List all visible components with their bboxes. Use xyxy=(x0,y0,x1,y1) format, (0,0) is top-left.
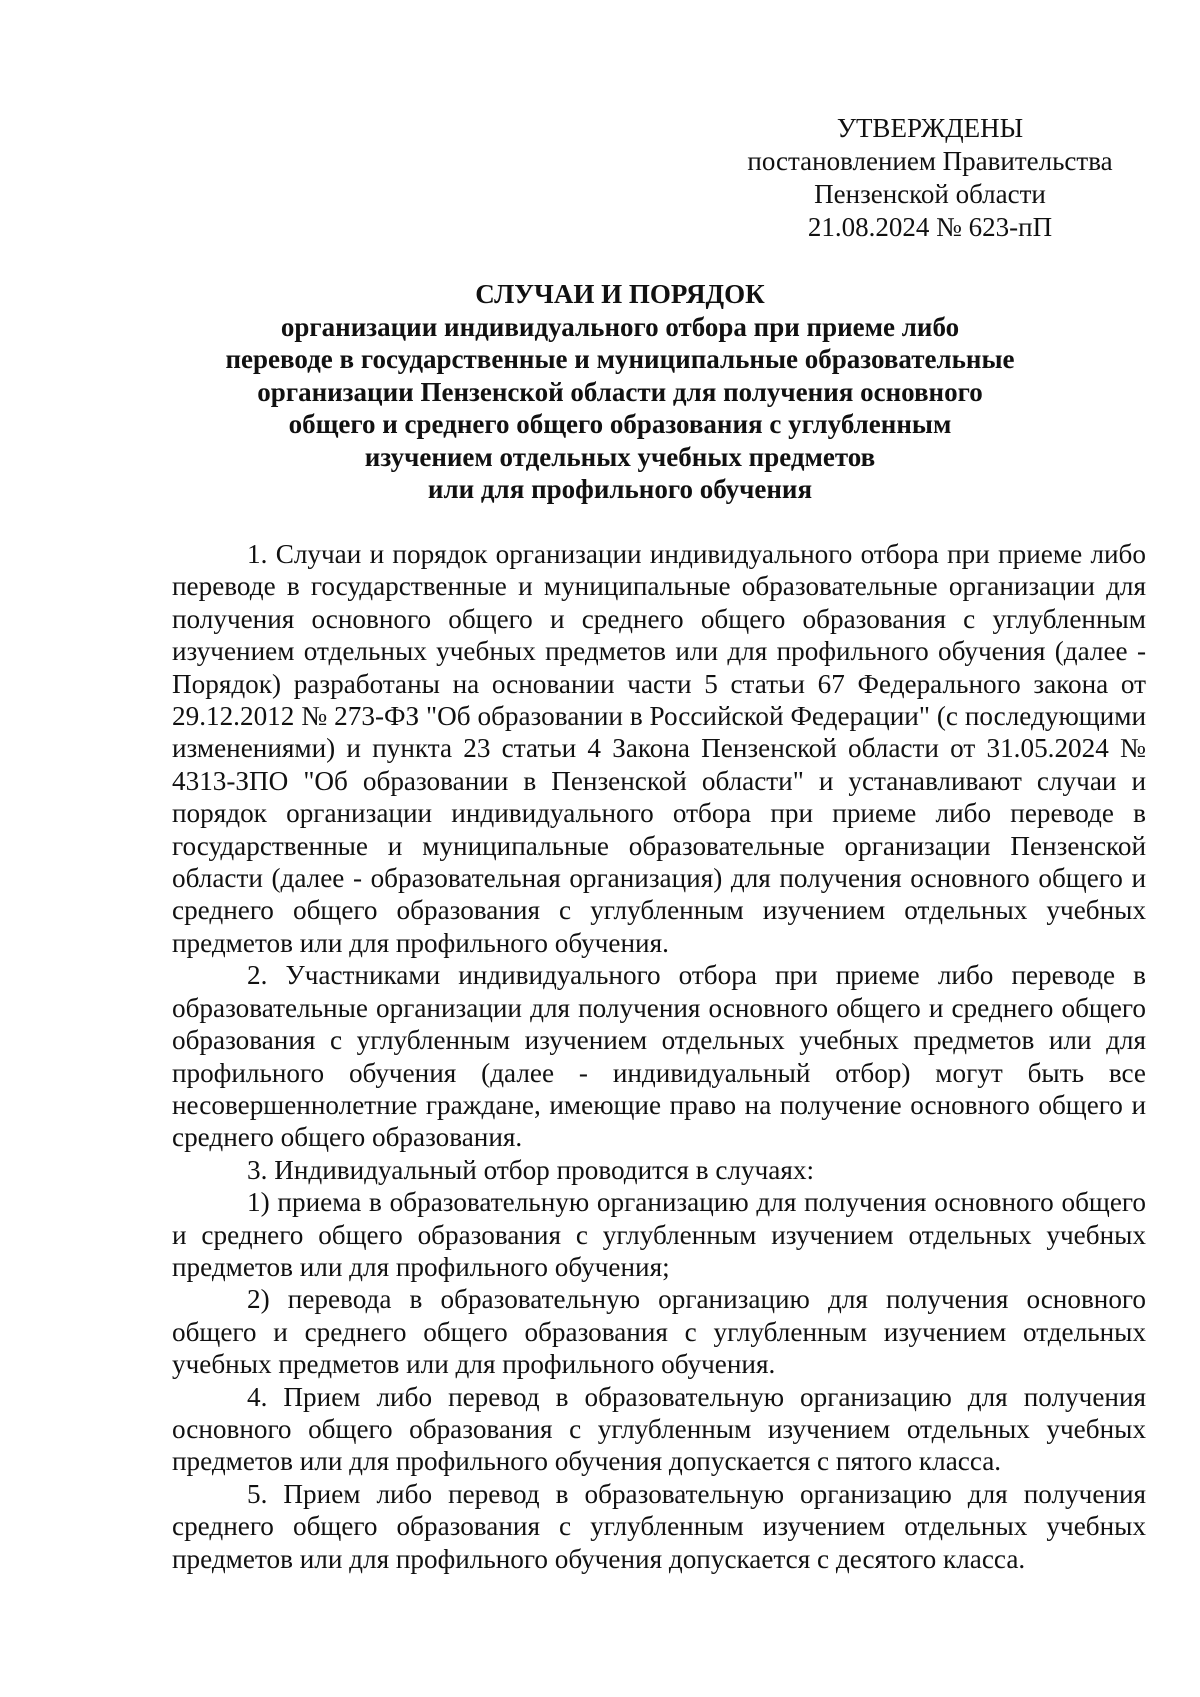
paragraph-1: 1. Случаи и порядок организации индивидуального отбора при приеме либо переводе в государственные и муниципальные образовательные организации для получения основного общего и среднего общего образования с углубленным изучением отдельных учебных предметов или для профильного обучения (далее - Порядок) разработаны на основании части 5 статьи 67 Федерального закона от 29.12.2012 № 273-ФЗ "Об образовании в Российской Федерации" (с последующими изменениями) и пункта 23 статьи 4 Закона Пензенской области от 31.05.2024 № 4313-ЗПО "Об образовании в Пензенской области" и устанавливают случаи и порядок организации индивидуального отбора при приеме либо переводе в государственные и муниципальные образовательные организации Пензенской области (далее - образовательная организация) для получения основного общего и среднего общего образования с углубленным изучением отдельных учебных предметов или для профильного обучения. xyxy=(172,539,1146,958)
title-heading: СЛУЧАИ И ПОРЯДОК xyxy=(475,279,765,309)
paragraph-3-item-1: 1) приема в образовательную организацию для получения основного общего и среднего общего образования с углубленным изучением отдельных учебных предметов или для профильного обучения; xyxy=(172,1187,1146,1282)
paragraph-3: 3. Индивидуальный отбор проводится в случаях: xyxy=(247,1154,814,1185)
paragraph-4: 4. Прием либо перевод в образовательную организацию для получения основного общего образования с углубленным изучением отдельных учебных предметов или для профильного обучения допускается с пятого класса. xyxy=(172,1381,1146,1477)
document-body xyxy=(172,538,1146,1575)
paragraph-3-item-2: 2) перевода в образовательную организацию для получения основного общего и среднего общего образования с углубленным изучением отдельных учебных предметов или для профильного обучения. xyxy=(172,1284,1146,1380)
paragraph-2: 2. Участниками индивидуального отбора при приеме либо переводе в образовательные организации для получения основного общего и среднего общего образования с углубленным изучением отдельных учебных предметов или для профильного обучения (далее - индивидуальный отбор) могут быть все несовершеннолетние граждане, имеющие право на получение основного общего и среднего общего образования. xyxy=(172,960,1146,1153)
paragraph-5: 5. Прием либо перевод в образовательную организацию для получения среднего общего образования с углубленным изучением отдельных учебных предметов или для профильного обучения допускается с десятого класса. xyxy=(172,1478,1146,1574)
title-line: организации индивидуального отбора при приеме либо xyxy=(280,311,960,342)
title-line: переводе в государственные и муниципальные образовательные xyxy=(225,344,1015,374)
approval-stamp xyxy=(700,112,1160,244)
title-line: организации Пензенской области для получения основного xyxy=(257,376,983,407)
approval-status: УТВЕРЖДЕНЫ xyxy=(836,113,1024,143)
approval-date-number: 21.08.2024 № 623-пП xyxy=(807,212,1053,242)
title-line: общего и среднего общего образования с углубленным xyxy=(288,409,952,439)
approval-act: постановлением Правительства xyxy=(747,146,1113,176)
title-line: или для профильного обучения xyxy=(427,474,813,504)
document-title xyxy=(170,278,1070,506)
title-line: изучением отдельных учебных предметов xyxy=(364,441,876,472)
approval-region: Пензенской области xyxy=(814,179,1046,209)
